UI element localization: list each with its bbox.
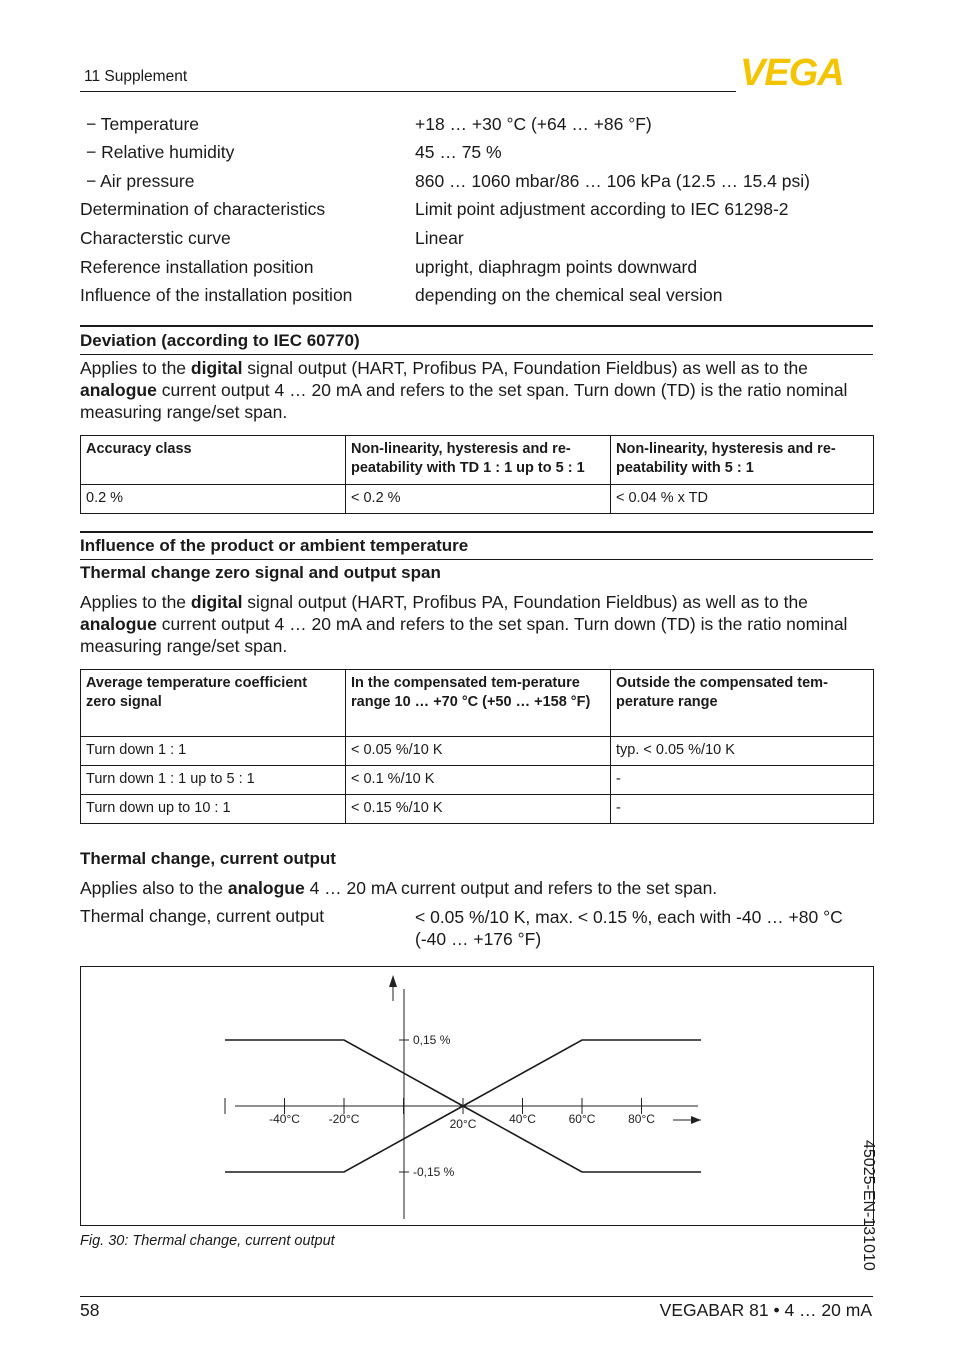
spec-key: − Air pressure: [86, 171, 195, 191]
spec-key: Characterstic curve: [80, 228, 231, 248]
spec-key: Thermal change, current output: [80, 906, 325, 926]
spec-value: Linear: [415, 228, 464, 248]
y-tick-label: -0,15 %: [413, 1165, 455, 1179]
footer-rule: [80, 1296, 873, 1297]
thermal-table: [80, 669, 874, 824]
table-header: Non-linearity, hysteresis and re-peatability with 5 : 1: [611, 436, 874, 485]
spec-value: 860 … 1060 mbar/86 … 106 kPa (12.5 … 15.4 psi): [415, 171, 810, 191]
table-cell: Turn down 1 : 1 up to 5 : 1: [81, 766, 346, 795]
current-output-title: Thermal change, current output: [80, 849, 336, 868]
spec-row: [80, 171, 870, 197]
x-tick-label: 80°C: [628, 1112, 655, 1126]
table-header: Non-linearity, hysteresis and re-peatability with TD 1 : 1 up to 5 : 1: [346, 436, 611, 485]
spec-key: Reference installation position: [80, 257, 314, 277]
spec-key: Determination of characteristics: [80, 199, 326, 219]
influence-paragraph: Applies to the digital signal output (HART, Profibus PA, Foundation Fieldbus) as well as to the analogue current output 4 … 20 mA and refers to the set span. Turn down (TD) is the ratio nominal measuring range/set span.: [80, 592, 848, 656]
deviation-table: [80, 435, 874, 514]
table-header: In the compensated tem-perature range 10 … +70 °C (+50 … +158 °F): [346, 670, 611, 737]
table-cell: 0.2 %: [81, 485, 346, 514]
spec-row: [80, 114, 870, 140]
table-cell: -: [611, 766, 874, 795]
y-tick-label: 0,15 %: [413, 1033, 451, 1047]
x-tick-label: -40°C: [269, 1112, 300, 1126]
table-cell: typ. < 0.05 %/10 K: [611, 737, 874, 766]
thermal-chart: [81, 967, 873, 1225]
current-output-paragraph: Applies also to the analogue 4 … 20 mA current output and refers to the set span.: [80, 878, 718, 898]
figure-caption: Fig. 30: Thermal change, current output: [80, 1233, 335, 1249]
table-cell: < 0.15 %/10 K: [346, 795, 611, 824]
spec-value: 45 … 75 %: [415, 142, 502, 162]
x-arrow-head: [691, 1116, 701, 1124]
section-rule: [80, 559, 873, 560]
product-name: VEGABAR 81 • 4 … 20 mA: [659, 1300, 872, 1320]
spec-row: [80, 228, 870, 254]
section-rule: [80, 531, 873, 533]
spec-row: [80, 257, 870, 283]
table-cell: < 0.1 %/10 K: [346, 766, 611, 795]
section-rule: [80, 354, 873, 355]
spec-row: [80, 906, 870, 952]
deviation-paragraph: Applies to the digital signal output (HART, Profibus PA, Foundation Fieldbus) as well as to the analogue current output 4 … 20 mA and refers to the set span. Turn down (TD) is the ratio nominal measuring range/set span.: [80, 358, 848, 422]
deviation-title: Deviation (according to IEC 60770): [80, 331, 360, 350]
doc-code: 45025-EN-131010: [860, 1140, 877, 1271]
y-arrow-head: [389, 975, 397, 987]
spec-value: Limit point adjustment according to IEC 61298-2: [415, 199, 789, 219]
x-tick-label: 20°C: [449, 1117, 477, 1131]
vega-logo: VEGA: [740, 52, 844, 94]
table-cell: Turn down 1 : 1: [81, 737, 346, 766]
spec-value: depending on the chemical seal version: [415, 285, 723, 305]
spec-value: +18 … +30 °C (+64 … +86 °F): [415, 114, 652, 134]
influence-title: Influence of the product or ambient temperature: [80, 536, 469, 555]
spec-row: [80, 142, 870, 168]
table-cell: < 0.2 %: [346, 485, 611, 514]
section-rule: [80, 325, 873, 327]
header-section: 11 Supplement: [84, 68, 188, 85]
spec-key: − Relative humidity: [86, 142, 235, 162]
table-header: Outside the compensated tem-perature range: [611, 670, 874, 737]
table-cell: -: [611, 795, 874, 824]
header-rule: [80, 91, 736, 92]
table-header: Average temperature coefficient zero signal: [81, 670, 346, 737]
spec-value: upright, diaphragm points downward: [415, 257, 698, 277]
x-tick-label: 40°C: [509, 1112, 536, 1126]
x-tick-label: 60°C: [568, 1112, 596, 1126]
spec-value: < 0.05 %/10 K, max. < 0.15 %, each with -40 … +80 °C (-40 … +176 °F): [415, 907, 843, 949]
table-cell: Turn down up to 10 : 1: [81, 795, 346, 824]
table-header: Accuracy class: [81, 436, 346, 485]
figure-box: [80, 966, 874, 1226]
table-cell: < 0.04 % x TD: [611, 485, 874, 514]
spec-row: [80, 285, 870, 311]
spec-key: − Temperature: [86, 114, 200, 134]
x-tick-label: -20°C: [328, 1112, 360, 1126]
spec-key: Influence of the installation position: [80, 285, 353, 305]
influence-subtitle: Thermal change zero signal and output span: [80, 563, 441, 582]
table-cell: < 0.05 %/10 K: [346, 737, 611, 766]
spec-row: [80, 199, 870, 225]
page-number: 58: [80, 1300, 100, 1320]
